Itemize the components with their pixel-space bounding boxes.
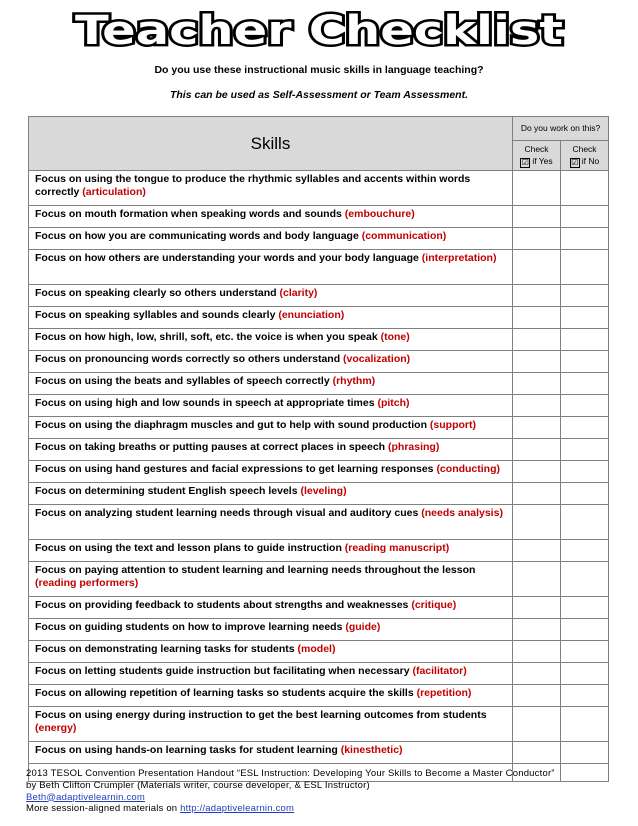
work-on-header: Do you work on this? (513, 117, 609, 141)
skill-keyword: (model) (297, 643, 336, 655)
table-row (29, 417, 609, 439)
check-no-cell[interactable] (561, 483, 609, 505)
table-row (29, 540, 609, 562)
skill-keyword: (energy) (35, 722, 77, 734)
check-yes-cell[interactable] (513, 685, 561, 707)
check-no-cell[interactable] (561, 395, 609, 417)
check-yes-cell[interactable] (513, 250, 561, 285)
check-yes-cell[interactable] (513, 417, 561, 439)
skill-keyword: (interpretation) (421, 252, 497, 264)
skill-text: Focus on using the tongue to produce the rhythmic syllables and accents within words correctly (35, 173, 471, 198)
check-no-cell[interactable] (561, 439, 609, 461)
footer-handout-title: 2013 TESOL Convention Presentation Handout “ESL Instruction: Developing Your Skills to Become a Master Conductor” (26, 768, 555, 779)
footer-email-link[interactable]: Beth@adaptivelearnin.com (26, 791, 146, 803)
page-title (0, 8, 638, 52)
skill-text: Focus on pronouncing words correctly so others understand (35, 353, 344, 365)
check-no-cell[interactable] (561, 171, 609, 206)
check-yes-cell[interactable] (513, 285, 561, 307)
check-no-cell[interactable] (561, 742, 609, 764)
skill-text: Focus on paying attention to student learning and learning needs throughout the lesson (35, 564, 476, 576)
footer-more-text: More session-aligned materials on (26, 803, 181, 815)
skill-keyword: (enunciation) (278, 309, 345, 321)
skill-keyword: (facilitator) (412, 665, 467, 677)
skill-cell (29, 307, 513, 329)
skill-cell (29, 439, 513, 461)
skill-keyword: (needs analysis) (421, 507, 503, 519)
skill-text: Focus on speaking syllables and sounds clearly (35, 309, 279, 321)
check-no-cell[interactable] (561, 540, 609, 562)
skill-cell (29, 228, 513, 250)
check-yes-cell[interactable] (513, 505, 561, 540)
check-no-header (561, 140, 609, 170)
table-row (29, 597, 609, 619)
check-no-cell[interactable] (561, 597, 609, 619)
skill-keyword: (clarity) (279, 287, 318, 299)
check-yes-line1: Check (524, 143, 549, 154)
skill-cell (29, 417, 513, 439)
skill-cell (29, 619, 513, 641)
checkbox-icon: ☑ (521, 157, 529, 167)
title-text: Teacher Checklist (75, 8, 563, 52)
check-yes-line2: if Yes (532, 155, 553, 166)
check-yes-cell[interactable] (513, 395, 561, 417)
skill-text: Focus on using the beats and syllables of speech correctly (35, 375, 333, 387)
table-row (29, 619, 609, 641)
skill-keyword: (rhythm) (332, 375, 376, 387)
check-no-cell[interactable] (561, 685, 609, 707)
check-no-cell[interactable] (561, 641, 609, 663)
skill-text: Focus on taking breaths or putting pauses at correct places in speech (35, 441, 389, 453)
skill-keyword: (embouchure) (344, 208, 415, 220)
table-row (29, 505, 609, 540)
skill-keyword: (support) (429, 419, 476, 431)
table-row (29, 329, 609, 351)
skill-cell (29, 329, 513, 351)
skill-cell (29, 373, 513, 395)
check-no-cell[interactable] (561, 206, 609, 228)
check-yes-cell[interactable] (513, 641, 561, 663)
check-yes-cell[interactable] (513, 171, 561, 206)
skills-header: Skills (29, 117, 513, 171)
skill-text: Focus on speaking clearly so others understand (35, 287, 280, 299)
check-no-cell[interactable] (561, 619, 609, 641)
skill-text: Focus on demonstrating learning tasks for students (35, 643, 298, 655)
table-row (29, 395, 609, 417)
table-row (29, 742, 609, 764)
check-no-line1: Check (572, 143, 597, 154)
table-row (29, 285, 609, 307)
skill-text: Focus on letting students guide instruction but facilitating when necessary (35, 665, 413, 677)
skill-text: Focus on using the diaphragm muscles and gut to help with sound production (35, 419, 430, 431)
skill-cell (29, 562, 513, 597)
skill-keyword: (leveling) (300, 485, 347, 497)
skill-text: Focus on mouth formation when speaking words and sounds (35, 208, 345, 220)
table-row (29, 351, 609, 373)
skill-text: Focus on using energy during instruction to get the best learning outcomes from students (35, 709, 487, 721)
skill-cell (29, 641, 513, 663)
skills-checklist-table (28, 116, 609, 782)
check-yes-cell[interactable] (513, 439, 561, 461)
skill-text: Focus on using the text and lesson plans to guide instruction (35, 542, 345, 554)
check-yes-cell[interactable] (513, 351, 561, 373)
check-no-cell[interactable] (561, 307, 609, 329)
check-yes-cell[interactable] (513, 663, 561, 685)
footer-url-link[interactable]: http://adaptivelearnin.com (180, 803, 295, 815)
table-row (29, 685, 609, 707)
skill-cell (29, 685, 513, 707)
skill-text: Focus on how others are understanding your words and your body language (35, 252, 422, 264)
check-no-cell[interactable] (561, 707, 609, 742)
check-yes-cell[interactable] (513, 483, 561, 505)
skill-cell (29, 540, 513, 562)
skill-text: Focus on analyzing student learning needs through visual and auditory cues (35, 507, 422, 519)
table-row (29, 663, 609, 685)
skill-keyword: (reading manuscript) (344, 542, 450, 554)
skill-cell (29, 505, 513, 540)
skill-cell (29, 597, 513, 619)
question-text: Do you use these instructional music skills in language teaching? (154, 64, 484, 76)
table-row (29, 228, 609, 250)
check-yes-cell[interactable] (513, 206, 561, 228)
skill-cell (29, 461, 513, 483)
skill-keyword: (critique) (411, 599, 457, 611)
check-no-cell[interactable] (561, 285, 609, 307)
check-no-line2: if No (581, 155, 600, 166)
table-row (29, 461, 609, 483)
check-no-cell[interactable] (561, 505, 609, 540)
footer (26, 768, 555, 815)
skill-keyword: (tone) (380, 331, 410, 343)
skill-keyword: (phrasing) (388, 441, 440, 453)
skill-keyword: (communication) (361, 230, 447, 242)
check-yes-cell[interactable] (513, 461, 561, 483)
check-yes-cell[interactable] (513, 307, 561, 329)
skill-cell (29, 483, 513, 505)
table-row (29, 707, 609, 742)
skill-cell (29, 742, 513, 764)
check-no-cell[interactable] (561, 562, 609, 597)
skill-keyword: (guide) (345, 621, 381, 633)
skill-cell (29, 171, 513, 206)
check-no-cell[interactable] (561, 417, 609, 439)
skill-text: Focus on how high, low, shrill, soft, etc. the voice is when you speak (35, 331, 381, 343)
check-no-cell[interactable] (561, 373, 609, 395)
check-yes-cell[interactable] (513, 707, 561, 742)
skill-keyword: (conducting) (436, 463, 501, 475)
table-row (29, 206, 609, 228)
table-row (29, 171, 609, 206)
skill-keyword: (reading performers) (35, 577, 139, 589)
skill-text: Focus on using hands-on learning tasks for student learning (35, 744, 341, 756)
skill-text: Focus on using hand gestures and facial expressions to get learning responses (35, 463, 437, 475)
table-row (29, 483, 609, 505)
skill-keyword: (vocalization) (343, 353, 411, 365)
check-yes-cell[interactable] (513, 619, 561, 641)
check-no-cell[interactable] (561, 663, 609, 685)
check-no-cell[interactable] (561, 461, 609, 483)
skill-cell (29, 206, 513, 228)
assessment-note: This can be used as Self-Assessment or Team Assessment. (169, 89, 468, 101)
checkbox-icon: ☑ (571, 157, 579, 167)
skill-text: Focus on determining student English speech levels (35, 485, 301, 497)
table-row (29, 373, 609, 395)
table-row (29, 562, 609, 597)
skill-cell (29, 395, 513, 417)
check-yes-cell[interactable] (513, 228, 561, 250)
skill-keyword: (repetition) (416, 687, 472, 699)
skill-keyword: (kinesthetic) (340, 744, 403, 756)
skill-text: Focus on using high and low sounds in speech at appropriate times (35, 397, 378, 409)
skill-keyword: (articulation) (82, 186, 146, 198)
check-yes-cell[interactable] (513, 742, 561, 764)
skill-text: Focus on allowing repetition of learning tasks so students acquire the skills (35, 687, 417, 699)
empty-check-cell[interactable] (561, 764, 609, 782)
check-yes-cell[interactable] (513, 329, 561, 351)
table-row (29, 250, 609, 285)
table-row (29, 439, 609, 461)
skill-cell (29, 351, 513, 373)
table-row (29, 307, 609, 329)
table-row (29, 641, 609, 663)
skill-cell (29, 285, 513, 307)
skill-text: Focus on how you are communicating words and body language (35, 230, 362, 242)
footer-author: by Beth Clifton Crumpler (Materials writer, course developer, & ESL Instructor) (26, 779, 370, 791)
check-yes-cell[interactable] (513, 597, 561, 619)
check-no-cell[interactable] (561, 351, 609, 373)
check-yes-header (513, 140, 561, 170)
skill-cell (29, 707, 513, 742)
check-no-cell[interactable] (561, 250, 609, 285)
skill-keyword: (pitch) (377, 397, 410, 409)
check-no-cell[interactable] (561, 228, 609, 250)
check-yes-cell[interactable] (513, 540, 561, 562)
skill-cell (29, 663, 513, 685)
check-yes-cell[interactable] (513, 373, 561, 395)
skill-text: Focus on guiding students on how to improve learning needs (35, 621, 346, 633)
check-yes-cell[interactable] (513, 562, 561, 597)
skill-text: Focus on providing feedback to students about strengths and weaknesses (35, 599, 412, 611)
check-no-cell[interactable] (561, 329, 609, 351)
skill-cell (29, 250, 513, 285)
